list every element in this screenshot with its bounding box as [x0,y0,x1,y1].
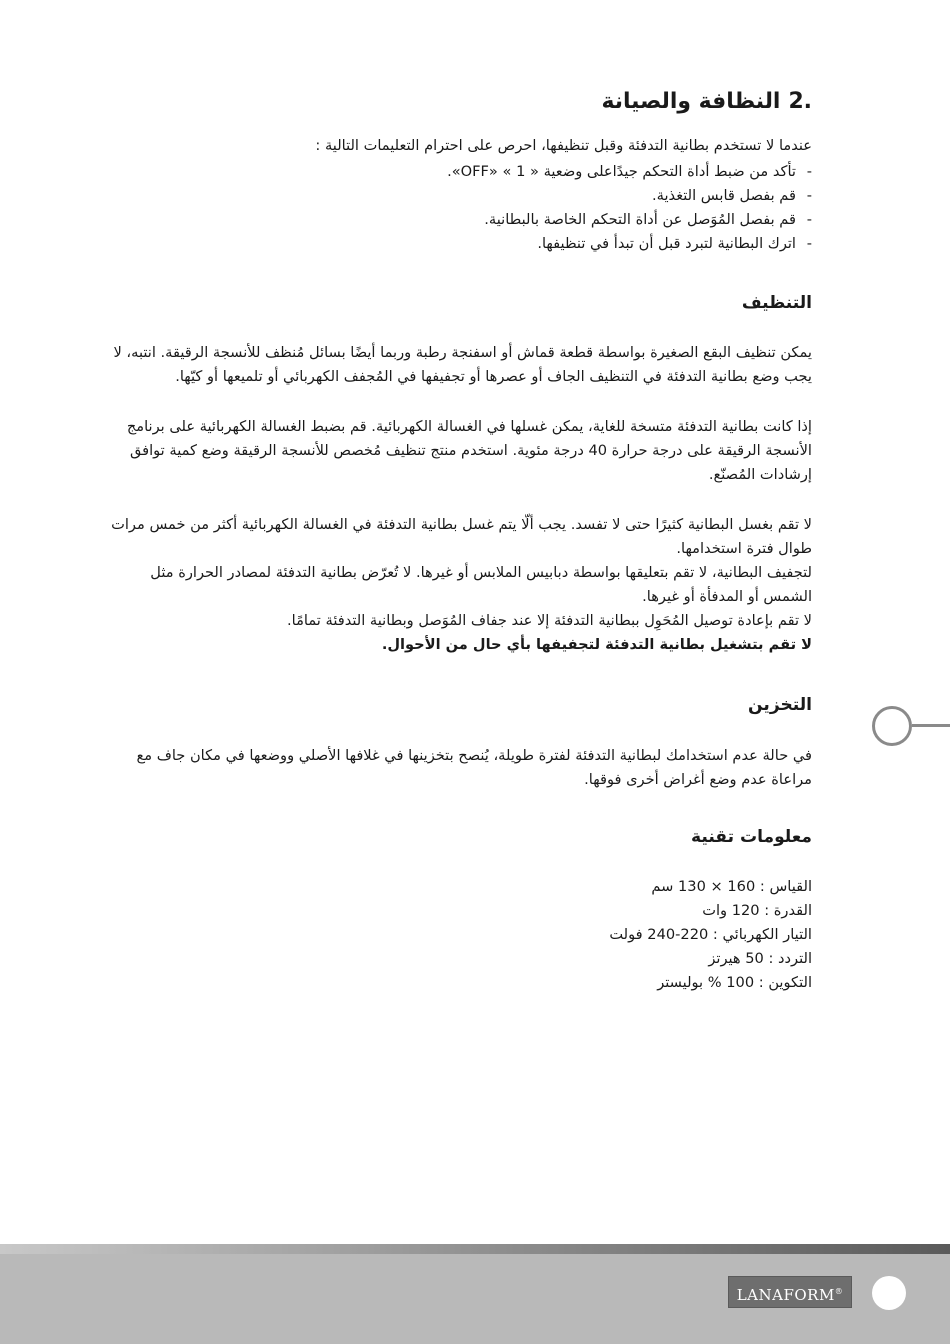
storage-text: في حالة عدم استخدامك لبطانية التدفئة لفترة طويلة، يُنصح بتخزينها في غلافها الأصلي ووضعها في مكان جاف مع مراعاة عدم وضع أغراض أخرى فوقها. [136,747,812,788]
page-tab-line [912,724,950,727]
tech-specs [110,875,812,995]
cleaning-paragraph-5: لا تقم بإعادة توصيل المُحَوِل ببطانية التدفئة إلا عند جفاف المُوَصل وبطانية التدفئة تمامًا. [287,612,812,629]
cleaning-paragraph-4: لتجفيف البطانية، لا تقم بتعليقها بواسطة دبابيس الملابس أو غيرها. لا تُعرّض بطانية التدفئة لمصادر الحرارة مثل الشمس أو المدفأة أو غيرها. [150,564,812,605]
section-title: النظافة والصيانة [601,89,781,114]
list-item: - اترك البطانية لتبرد قبل أن تبدأ في تنظيفها. [110,232,796,256]
brand-name: LANAFORM [736,1286,835,1304]
tech-heading: معلومات تقنية [691,827,812,847]
spec-current: التيار الكهربائي : 220-240 فولت [609,926,812,943]
spec-frequency: التردد : 50 هيرتز [708,950,812,967]
document-body [110,90,812,995]
instruction-list [110,160,812,256]
cleaning-paragraph-3: لا تقم بغسل البطانية كثيرًا حتى لا تفسد. يجب ألّا يتم غسل بطانية التدفئة في الغسالة الكهربائية أكثر من خمس مرات طوال فترة استخدامها. [111,516,812,557]
spec-power: القدرة : 120 وات [702,902,812,919]
registered-mark: ® [834,1287,844,1296]
page-tab-marker [872,706,912,746]
footer-stripe [0,1244,950,1254]
section-heading [110,90,812,114]
list-item: - قم بفصل المُوَصل عن أداة التحكم الخاصة بالبطانية. [110,208,796,232]
storage-heading: التخزين [748,695,812,715]
cleaning-paragraph-2: إذا كانت بطانية التدفئة متسخة للغاية، يمكن غسلها في الغسالة الكهربائية. قم بضبط الغسالة الكهربائية على برنامج الأنسجة الرقيقة على درجة حرارة 40 درجة مئوية. استخدم منتج تنظيف مُخصص للأنسجة الرقيقة وضع كمية توافق إرشادات المُصنّع. [126,418,812,483]
intro-text: عندما لا تستخدم بطانية التدفئة وقبل تنظيفها، احرص على احترام التعليمات التالية : [315,137,812,154]
brand-logo [728,1276,852,1308]
cleaning-heading: التنظيف [741,293,812,313]
section-number: .2 [788,89,812,114]
spec-size: القياس : 160 × 130 سم [651,878,812,895]
page-number-circle [872,1276,906,1310]
cleaning-warning: لا تقم بتشغيل بطانية التدفئة لتجفيفها بأي حال من الأحوال. [381,636,812,653]
spec-composition: التكوين : 100 % بوليستر [657,974,812,991]
cleaning-paragraph-1: يمكن تنظيف البقع الصغيرة بواسطة قطعة قماش أو اسفنجة رطبة وربما أيضًا بسائل مُنظف للأنسجة الرقيقة. انتبه، لا يجب وضع بطانية التدفئة في التنظيف الجاف أو عصرها أو تجفيفها في المُجفف الكهربائي أو تلميعها أو كيّها. [113,344,812,385]
list-item: - تأكد من ضبط أداة التحكم جيدًاعلى وضعية « 1 » «OFF». [110,160,796,184]
list-item: - قم بفصل قابس التغذية. [110,184,796,208]
